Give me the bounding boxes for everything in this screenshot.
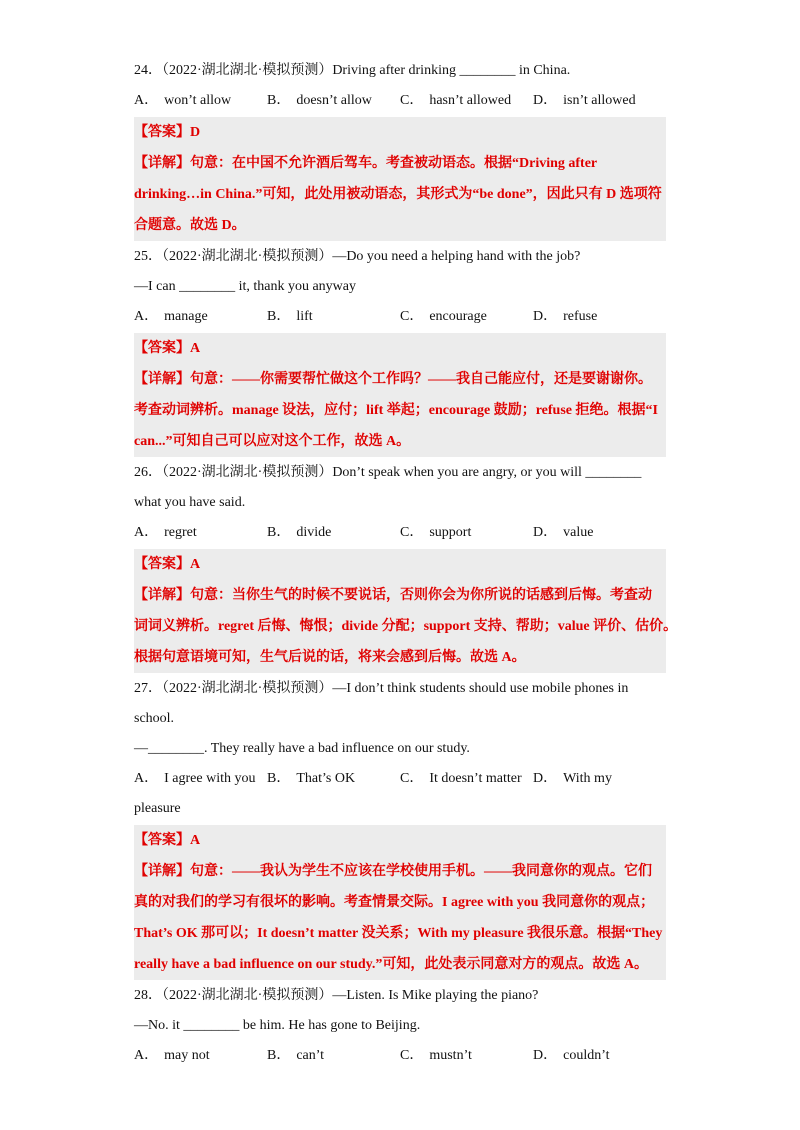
option-text: I agree with you bbox=[164, 771, 256, 786]
option-text: mustn’t bbox=[429, 1048, 472, 1063]
detail-line: 根据句意语境可知，生气后说的话，将来会感到后悔。故选 A。 bbox=[134, 650, 526, 665]
option-a[interactable] bbox=[134, 764, 267, 794]
option-letter: D． bbox=[533, 525, 558, 540]
option-text: value bbox=[563, 525, 594, 540]
detail-line: drinking…in China.”可知，此处用被动语态，其形式为“be done”，因此只有 D 选项符 bbox=[134, 187, 662, 202]
option-letter: A． bbox=[134, 93, 159, 108]
option-b[interactable] bbox=[267, 764, 400, 794]
question-stem: 27．（2022·湖北湖北·模拟预测）—I don’t think students should use mobile phones in bbox=[134, 681, 629, 696]
option-text: won’t allow bbox=[164, 93, 232, 108]
option-text: manage bbox=[164, 309, 208, 324]
option-text: With my bbox=[563, 771, 612, 786]
option-text: That’s OK bbox=[296, 771, 356, 786]
option-letter: C． bbox=[400, 771, 424, 786]
option-text: can’t bbox=[296, 1048, 325, 1063]
option-text: It doesn’t matter bbox=[429, 771, 522, 786]
option-text: divide bbox=[296, 525, 332, 540]
detail-line: can...”可知自己可以应对这个工作，故选 A。 bbox=[134, 434, 411, 449]
option-d[interactable] bbox=[533, 302, 666, 332]
question-27 bbox=[134, 674, 666, 980]
option-d[interactable] bbox=[533, 518, 666, 548]
detail-line: 【详解】句意：在中国不允许酒后驾车。考查被动语态。根据“Driving after bbox=[134, 156, 598, 171]
detail-line: 词词义辨析。regret 后悔、悔恨；divide 分配；support 支持、帮助；value 评价、估价。 bbox=[134, 619, 678, 634]
option-d[interactable] bbox=[533, 1041, 666, 1071]
option-text: support bbox=[429, 525, 472, 540]
option-text: encourage bbox=[429, 309, 487, 324]
options-row bbox=[134, 518, 666, 548]
option-letter: C． bbox=[400, 525, 424, 540]
option-text: regret bbox=[164, 525, 197, 540]
option-b[interactable] bbox=[267, 518, 400, 548]
document-page bbox=[134, 56, 678, 1071]
detail-line: really have a bad influence on our study.”可知，此处表示同意对方的观点。故选 A。 bbox=[134, 957, 649, 972]
option-text: doesn’t allow bbox=[296, 93, 372, 108]
option-text: hasn’t allowed bbox=[429, 93, 512, 108]
option-d-continuation: pleasure bbox=[134, 801, 181, 816]
option-letter: D． bbox=[533, 93, 558, 108]
option-a[interactable] bbox=[134, 518, 267, 548]
detail-line: 考查动词辨析。manage 设法，应付；lift 举起；encourage 鼓励；refuse 拒绝。根据“I bbox=[134, 403, 658, 418]
answer-box bbox=[134, 117, 666, 241]
option-letter: B． bbox=[267, 309, 291, 324]
option-a[interactable] bbox=[134, 302, 267, 332]
detail-line: 真的对我们的学习有很坏的影响。考查情景交际。I agree with you 我同意你的观点； bbox=[134, 895, 655, 910]
options-row bbox=[134, 764, 666, 794]
option-a[interactable] bbox=[134, 86, 267, 116]
question-stem: what you have said. bbox=[134, 495, 246, 510]
answer-label: 【答案】D bbox=[134, 125, 201, 140]
option-letter: A． bbox=[134, 525, 159, 540]
question-stem: —________. They really have a bad influence on our study. bbox=[134, 741, 470, 756]
answer-box bbox=[134, 333, 666, 457]
detail-line: 【详解】句意：——你需要帮忙做这个工作吗？——我自己能应付，还是要谢谢你。 bbox=[134, 372, 652, 387]
options-row bbox=[134, 1041, 666, 1071]
option-text: may not bbox=[164, 1048, 210, 1063]
option-text: refuse bbox=[563, 309, 598, 324]
detail-line: 【详解】句意：当你生气的时候不要说话，否则你会为你所说的话感到后悔。考查动 bbox=[134, 588, 652, 603]
question-stem: 26．（2022·湖北湖北·模拟预测）Don’t speak when you are angry, or you will ________ bbox=[134, 465, 642, 480]
answer-box bbox=[134, 825, 666, 980]
option-letter: A． bbox=[134, 771, 159, 786]
option-letter: B． bbox=[267, 1048, 291, 1063]
option-b[interactable] bbox=[267, 302, 400, 332]
option-letter: D． bbox=[533, 309, 558, 324]
detail-line: 合题意。故选 D。 bbox=[134, 218, 246, 233]
option-c[interactable] bbox=[400, 302, 533, 332]
option-letter: D． bbox=[533, 1048, 558, 1063]
option-b[interactable] bbox=[267, 86, 400, 116]
question-stem: 28．（2022·湖北湖北·模拟预测）—Listen. Is Mike playing the piano? bbox=[134, 988, 539, 1003]
option-c[interactable] bbox=[400, 764, 533, 794]
answer-box bbox=[134, 549, 678, 673]
option-c[interactable] bbox=[400, 1041, 533, 1071]
option-letter: C． bbox=[400, 309, 424, 324]
option-letter: A． bbox=[134, 1048, 159, 1063]
question-stem: school. bbox=[134, 711, 175, 726]
option-letter: A． bbox=[134, 309, 159, 324]
option-letter: B． bbox=[267, 525, 291, 540]
question-26 bbox=[134, 458, 678, 673]
answer-label: 【答案】A bbox=[134, 557, 201, 572]
option-letter: C． bbox=[400, 1048, 424, 1063]
detail-line: 【详解】句意：——我认为学生不应该在学校使用手机。——我同意你的观点。它们 bbox=[134, 864, 652, 879]
question-stem: —I can ________ it, thank you anyway bbox=[134, 279, 357, 294]
option-text: couldn’t bbox=[563, 1048, 610, 1063]
option-letter: B． bbox=[267, 771, 291, 786]
question-25 bbox=[134, 242, 666, 457]
question-stem: 25．（2022·湖北湖北·模拟预测）—Do you need a helping hand with the job? bbox=[134, 249, 581, 264]
options-row bbox=[134, 302, 666, 332]
answer-label: 【答案】A bbox=[134, 833, 201, 848]
question-stem: —No. it ________ be him. He has gone to Beijing. bbox=[134, 1018, 421, 1033]
option-text: isn’t allowed bbox=[563, 93, 636, 108]
option-d[interactable] bbox=[533, 86, 666, 116]
option-letter: B． bbox=[267, 93, 291, 108]
question-stem: 24．（2022·湖北湖北·模拟预测）Driving after drinking ________ in China. bbox=[134, 63, 571, 78]
option-letter: D． bbox=[533, 771, 558, 786]
option-letter: C． bbox=[400, 93, 424, 108]
option-d[interactable] bbox=[533, 764, 666, 794]
answer-label: 【答案】A bbox=[134, 341, 201, 356]
question-28 bbox=[134, 981, 666, 1071]
option-b[interactable] bbox=[267, 1041, 400, 1071]
options-row bbox=[134, 86, 666, 116]
option-text: lift bbox=[296, 309, 313, 324]
question-24 bbox=[134, 56, 666, 241]
option-a[interactable] bbox=[134, 1041, 267, 1071]
detail-line: That’s OK 那可以；It doesn’t matter 没关系；With my pleasure 我很乐意。根据“They bbox=[134, 926, 663, 941]
option-c[interactable] bbox=[400, 518, 533, 548]
option-c[interactable] bbox=[400, 86, 533, 116]
